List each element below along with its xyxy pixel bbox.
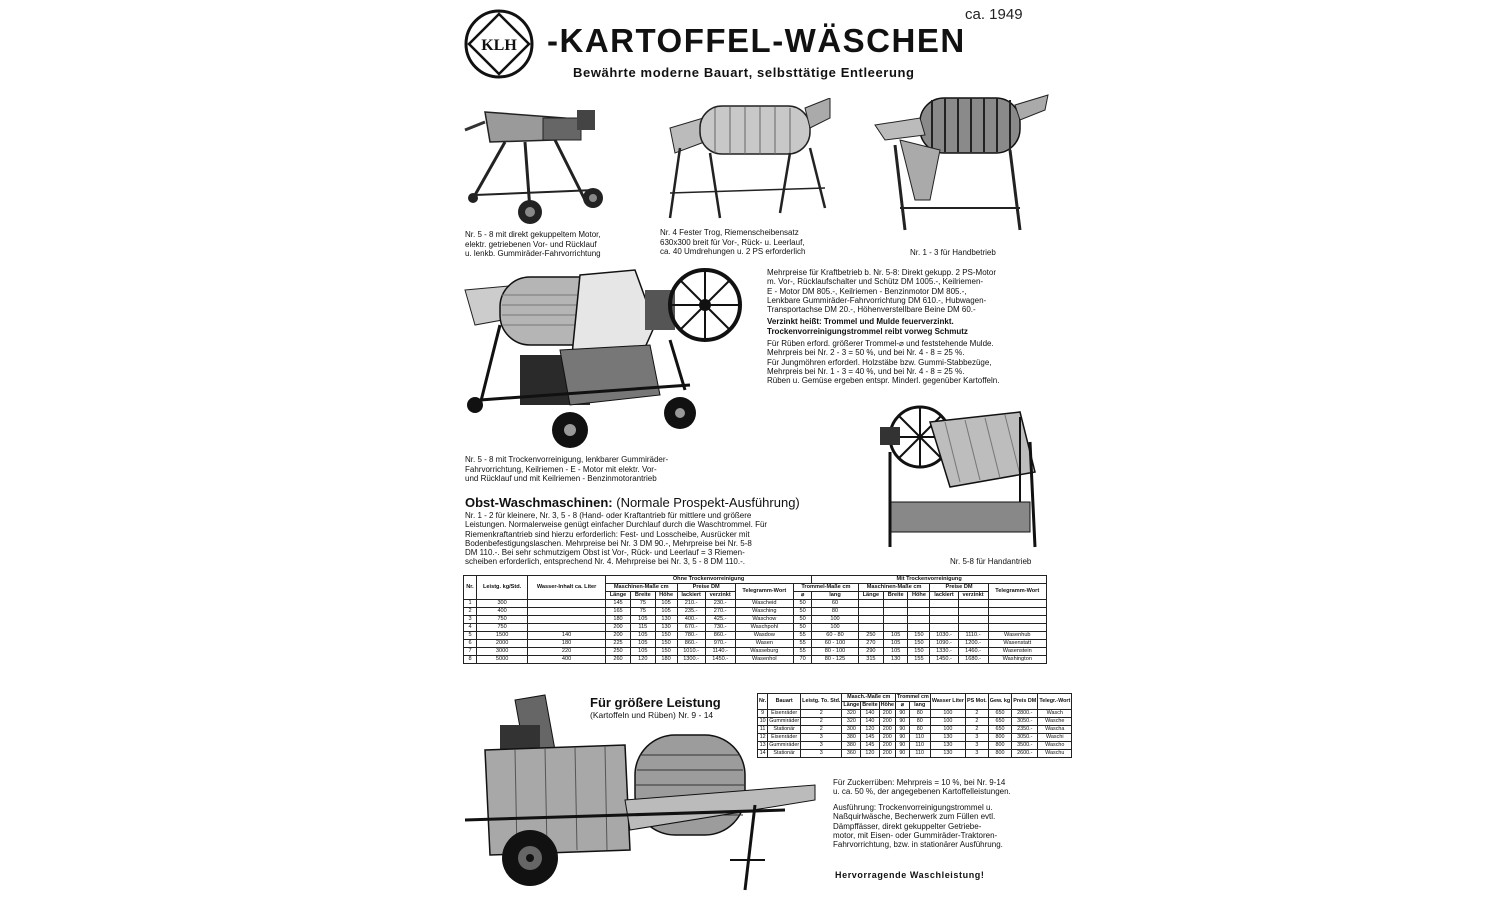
- table-header: lang: [909, 702, 930, 710]
- table-cell: 3: [965, 750, 988, 758]
- table-cell: 200: [605, 632, 630, 640]
- table-cell: 400.-: [677, 616, 705, 624]
- table-cell: 180: [655, 656, 677, 664]
- table-cell: 3: [801, 734, 842, 742]
- table-cell: 400: [477, 608, 528, 616]
- table-cell: 2: [464, 608, 477, 616]
- table-cell: 300: [842, 726, 861, 734]
- table-cell: Waschu: [1038, 750, 1072, 758]
- table-cell: 650: [988, 710, 1011, 718]
- table-cell: [930, 624, 958, 632]
- machine-photo-5: [870, 402, 1050, 552]
- page-subtitle: Bewährte moderne Bauart, selbsttätige Entleerung: [573, 65, 915, 80]
- table-header: Telegr.-Wort: [1038, 694, 1072, 710]
- table-cell: 750: [477, 616, 528, 624]
- table-cell: 105: [631, 640, 655, 648]
- table-cell: 55: [794, 632, 812, 640]
- table-cell: [908, 624, 930, 632]
- table-cell: [958, 608, 988, 616]
- mehrpreise-block: Mehrpreise für Kraftbetrieb b. Nr. 5-8: Direkt gekupp. 2 PS-Motor m. Vor-, Rücklaufschalter und Schütz DM 1005.-, Keilriemen- E - Motor DM 805.-, Keilriemen - Benzinmotor DM 805.-, Lenkbare Gummiräder-Fahrvorrichtung DM 610.-, Hubwagen- Transportachse DM 20.-, Höhenverstellbare Beine DM 60.- Verzinkt heißt: Trommel und Mulde feuerverzinkt. Trockenvorreinigungstrommel reibt vorweg Schmutz Für Rüben erford. größerer Trommel-⌀ und feststehende Mulde. Mehrpreis bei Nr. 2 - 3 = 50 %, und bei Nr. 4 - 8 = 25 %. Für Jungmöhren erforderl. Holzstäbe bzw. Gummi-Stabbezüge, Mehrpreis bei Nr. 1 - 3 = 40 %, und bei Nr. 4 - 8 = 25 %. Rüben u. Gemüse ergeben entspr. Minderl. gegenüber Kartoffeln.: [767, 268, 1052, 389]
- table-cell: 3: [801, 750, 842, 758]
- table-cell: 120: [631, 656, 655, 664]
- table-cell: 1140.-: [705, 648, 735, 656]
- obst-heading: Obst-Waschmaschinen: (Normale Prospekt-Ausführung): [465, 495, 800, 510]
- table-cell: 140: [861, 718, 879, 726]
- table-cell: 860.-: [705, 632, 735, 640]
- table-cell: 3: [965, 734, 988, 742]
- group-without: Ohne Trockenvorreinigung: [605, 576, 811, 584]
- table-row: [758, 726, 1072, 734]
- table-header: Höhe: [880, 702, 895, 708]
- table-cell: 70: [794, 656, 812, 664]
- table-cell: 225: [605, 640, 630, 648]
- table-cell: 145: [861, 742, 879, 750]
- table-cell: Waschi: [1038, 734, 1072, 742]
- table-row: [464, 608, 1047, 616]
- table-cell: 105: [884, 648, 908, 656]
- table-cell: 130: [655, 624, 677, 632]
- table-cell: 100: [812, 616, 859, 624]
- table-cell: 2: [801, 718, 842, 726]
- table-cell: 3000: [477, 648, 528, 656]
- table-cell: 6: [464, 640, 477, 648]
- table-cell: 200: [879, 734, 895, 742]
- page-title: -KARTOFFEL-WÄSCHEN: [547, 22, 966, 59]
- caption-3: Nr. 1 - 3 für Handbetrieb: [910, 248, 996, 257]
- machine-photo-1: [455, 100, 605, 228]
- machine-photo-2: [660, 98, 835, 223]
- table-header: Trommel cm: [897, 694, 929, 700]
- table-cell: 80: [909, 718, 930, 726]
- table-cell: 2: [965, 718, 988, 726]
- larger-capacity-heading: Für größere Leistung: [590, 695, 721, 710]
- table-cell: [528, 600, 606, 608]
- table-cell: 12: [758, 734, 768, 742]
- table-cell: 800: [988, 734, 1011, 742]
- table-cell: 200: [605, 624, 630, 632]
- table-cell: 130: [930, 750, 965, 758]
- table-cell: Wasenstatt: [988, 640, 1046, 648]
- table-cell: 14: [758, 750, 768, 758]
- table-cell: [858, 624, 883, 632]
- table-row: [464, 624, 1047, 632]
- table-cell: Wasch: [1038, 710, 1072, 718]
- table-cell: 80 - 125: [812, 656, 859, 664]
- table-cell: 1: [464, 600, 477, 608]
- table-cell: 140: [528, 632, 606, 640]
- table-cell: 210.-: [677, 600, 705, 608]
- table-cell: 730.-: [705, 624, 735, 632]
- table-cell: 130: [930, 734, 965, 742]
- table-cell: [930, 600, 958, 608]
- table-cell: 105: [631, 616, 655, 624]
- table-cell: 1110.-: [958, 632, 988, 640]
- table-cell: [958, 616, 988, 624]
- table-cell: [958, 600, 988, 608]
- table-row: [464, 648, 1047, 656]
- table-cell: 90: [896, 718, 910, 726]
- table-cell: [930, 616, 958, 624]
- table-cell: 2: [965, 726, 988, 734]
- table-cell: 1090.-: [930, 640, 958, 648]
- table-cell: Gummiräder: [769, 742, 800, 748]
- table-cell: 7: [464, 648, 477, 656]
- table-cell: 800: [988, 750, 1011, 758]
- table-cell: Wascho: [1038, 742, 1072, 750]
- table-cell: 3: [965, 742, 988, 750]
- table-cell: Wasche: [1038, 718, 1072, 726]
- table-cell: 11: [758, 726, 768, 734]
- machine-photo-3: [870, 90, 1050, 235]
- table-cell: 200: [879, 750, 895, 758]
- table-cell: 75: [631, 608, 655, 616]
- table-cell: [528, 608, 606, 616]
- table-cell: 270.-: [705, 608, 735, 616]
- table-row: [464, 656, 1047, 664]
- table-cell: 400: [528, 656, 606, 664]
- table-cell: 1450.-: [705, 656, 735, 664]
- table-cell: 180: [605, 616, 630, 624]
- year-note: ca. 1949: [965, 6, 1023, 23]
- table-cell: 110: [909, 750, 930, 758]
- obst-text: Nr. 1 - 2 für kleinere, Nr. 3, 5 - 8 (Hand- oder Kraftantrieb für mittlere und größere Leistungen. Normalerweise genügt einfacher Durchlauf durch die Waschtrommel. Für Riemenkraftantrieb sind hierzu erforderlich: Fest- und Losscheibe, Ausrücker mit Bodenbefestigungslaschen. Mehrpreise bei Nr. 3 DM 90.-, Mehrpreise bei Nr. 5-8 DM 110.-. Bei sehr schmutzigem Obst ist Vor-, Rück- und Leerlauf = 3 Riemen- scheiben erforderlich, entsprechend Nr. 4. Mehrpreise bei Nr. 3, 5 - 8 DM 110.-.: [465, 511, 768, 567]
- table-cell: [908, 608, 930, 616]
- machine-photo-4: [460, 265, 750, 455]
- table-header: Länge: [843, 702, 860, 708]
- main-spec-table: Nr. Leistg. kg/Std. Wasser-Inhalt ca. Liter Ohne Trockenvorreinigung Mit Trockenvorreinigung Maschinen-Maße cm Preise DM Telegramm-Wort Trommel-Maße cm Maschinen-Maße cm Preise DM Telegramm-Wort Länge Breite Höhe lackiert verzinkt ⌀ lang Länge Breite Höhe lackiert verzinkt 1 300 145 75 105 210.- 230.- Wascheid 50 60 2 400 165 75 105 235.- 270.- Wasching 50 80 3 750 180 105 130 400.- 425.- Waschow 50 100 4 750 200 115 130 670.- 730.- Waschpohl 50 100 5 1500 140 200 105 150 780.- 860.- Wasdow 55 60 - 80 250 105 150 1030.- 1110.- Wasenhub 6 2000 180 225 105 150 860.- 970.- Wasen 55 60 - 100 270 105 150 1090.- 1200.- Wasenstatt 7 3000 220 250 105 150 1010.- 1140.- Wasseburg 55 80 - 100 290 105 150 1330.- 1460.- Wasenstein 8 5000 400 260 120 180 1300.- 1450.- Wasenhol 70 80 - 125 315 130 155 1450.- 1680.- Washington: [463, 575, 1047, 664]
- table-cell: Stationär: [768, 750, 801, 758]
- verzinkt-note: Verzinkt heißt: Trommel und Mulde feuerverzinkt. Trockenvorreinigungstrommel reibt vorweg Schmutz: [767, 317, 968, 336]
- table-cell: 270: [858, 640, 883, 648]
- table-cell: 200: [879, 742, 895, 750]
- table-cell: [930, 608, 958, 616]
- table-cell: 1010.-: [677, 648, 705, 656]
- table-cell: 320: [842, 710, 861, 718]
- table-cell: 4: [464, 624, 477, 632]
- table-cell: 80: [909, 710, 930, 718]
- larger-capacity-heading-block: [590, 695, 721, 720]
- table-row: [758, 718, 1072, 726]
- table-cell: 165: [605, 608, 630, 616]
- table-cell: 105: [884, 632, 908, 640]
- table-header: Bauart: [768, 694, 801, 710]
- table-cell: 2600.-: [1012, 750, 1038, 758]
- table-cell: Waschow: [735, 616, 793, 624]
- table-cell: 2350.-: [1012, 726, 1038, 734]
- table-cell: 105: [631, 632, 655, 640]
- table-cell: 260: [605, 656, 630, 664]
- table-cell: 105: [655, 608, 677, 616]
- table-row: [464, 600, 1047, 608]
- table-cell: 5000: [477, 656, 528, 664]
- larger-capacity-sub: (Kartoffeln und Rüben) Nr. 9 - 14: [590, 710, 714, 720]
- table-header: Leistg. To. Std.: [801, 694, 842, 710]
- table-cell: 230.-: [705, 600, 735, 608]
- table-cell: 2: [801, 710, 842, 718]
- table-cell: 3500.-: [1012, 742, 1038, 750]
- table-cell: 100: [930, 718, 965, 726]
- table-cell: 80 - 100: [812, 648, 859, 656]
- table-cell: Wasseburg: [735, 648, 793, 656]
- table-cell: 60 - 100: [812, 640, 859, 648]
- table-cell: 55: [794, 640, 812, 648]
- table-header: Wasser Liter: [930, 694, 965, 710]
- table-row: [464, 616, 1047, 624]
- table-cell: Wasenstein: [988, 648, 1046, 656]
- table-cell: 50: [794, 600, 812, 608]
- table-cell: Eisenräder: [768, 734, 801, 742]
- table-cell: 750: [477, 624, 528, 632]
- table-cell: 425.-: [705, 616, 735, 624]
- table-header: Preis DM: [1012, 694, 1038, 710]
- table-cell: [988, 600, 1046, 608]
- table-cell: 300: [477, 600, 528, 608]
- table-cell: Wascha: [1038, 726, 1072, 734]
- table-cell: [908, 616, 930, 624]
- table-cell: 2000: [477, 640, 528, 648]
- table-header: ⌀: [896, 702, 910, 710]
- table-cell: 50: [794, 608, 812, 616]
- table-cell: 860.-: [677, 640, 705, 648]
- table-cell: 9: [758, 710, 768, 718]
- caption-2: Nr. 4 Fester Trog, Riemenscheibensatz 630x300 breit für Vor-, Rück- u. Leerlauf, ca. 40 Umdrehungen u. 2 PS erforderlich: [660, 228, 806, 256]
- table-cell: 650: [988, 726, 1011, 734]
- table-cell: 5: [464, 632, 477, 640]
- table-cell: [858, 600, 883, 608]
- table-row: [758, 710, 1072, 718]
- table-cell: 3050.-: [1012, 734, 1038, 742]
- table-cell: 80: [909, 726, 930, 734]
- table-cell: 315: [858, 656, 883, 664]
- table-cell: Washington: [988, 656, 1046, 664]
- table-cell: 1500: [477, 632, 528, 640]
- table-cell: Stationär: [768, 726, 801, 734]
- table-cell: 150: [908, 640, 930, 648]
- table-cell: 3050.-: [1012, 718, 1038, 726]
- table-cell: 10: [758, 718, 768, 726]
- table-cell: 180: [528, 640, 606, 648]
- table-cell: 1300.-: [677, 656, 705, 664]
- table-cell: 50: [794, 616, 812, 624]
- table-cell: 110: [909, 742, 930, 750]
- table-cell: [988, 608, 1046, 616]
- table-cell: [884, 624, 908, 632]
- table-cell: 150: [655, 640, 677, 648]
- table-cell: 2: [801, 726, 842, 734]
- table-cell: 105: [884, 640, 908, 648]
- table-header: Breite: [862, 702, 878, 708]
- table-cell: Wasdow: [735, 632, 793, 640]
- table-cell: 145: [861, 734, 879, 742]
- table-cell: 80: [812, 608, 859, 616]
- table-cell: 780.-: [677, 632, 705, 640]
- table-cell: 360: [842, 750, 861, 758]
- table-cell: 800: [988, 742, 1011, 750]
- zuckerrueben-note: Für Zuckerrüben: Mehrpreis = 10 %, bei Nr. 9-14 u. ca. 50 %, der angegebenen Kartoffelleistungen.: [833, 778, 1011, 797]
- table-header: PS Mot.: [965, 694, 988, 710]
- table-cell: 1330.-: [930, 648, 958, 656]
- table-cell: 250: [605, 648, 630, 656]
- table-header-row: [758, 694, 1072, 702]
- table-cell: Wascheid: [735, 600, 793, 608]
- table-row: [464, 640, 1047, 648]
- table-header: Gew. kg: [988, 694, 1011, 710]
- rueben-note: Für Rüben erford. größerer Trommel-⌀ und feststehende Mulde. Mehrpreis bei Nr. 2 - 3 = 50 %, und bei Nr. 4 - 8 = 25 %. Für Jungmöhren erforderl. Holzstäbe bzw. Gummi-Stabbezüge, Mehrpreis bei Nr. 1 - 3 = 40 %, und bei Nr. 4 - 8 = 25 %. Rüben u. Gemüse ergeben entspr. Minderl. gegenüber Kartoffeln.: [767, 339, 1000, 386]
- table-cell: 130: [655, 616, 677, 624]
- table-cell: [528, 624, 606, 632]
- table-cell: 320: [842, 718, 861, 726]
- ausfuehrung-block: Ausführung: Trockenvorreinigungstrommel u. Naßquirlwäsche, Becherwerk zum Füllen evtl. Dämpffässer, direkt gekuppelter Getriebe- motor, mit Eisen- oder Gummiräder-Traktoren- Fahrvorrichtung, bzw. in stationärer Ausführung.: [833, 803, 1003, 850]
- table-cell: [988, 624, 1046, 632]
- table-cell: 3: [464, 616, 477, 624]
- table-cell: [958, 624, 988, 632]
- table-cell: 120: [861, 726, 879, 734]
- caption-1: Nr. 5 - 8 mit direkt gekuppeltem Motor, elektr. getriebenen Vor- und Rücklauf u. lenkb. Gummiräder-Fahrvorrichtung: [465, 230, 601, 258]
- table-row: [758, 750, 1072, 758]
- table-cell: 115: [631, 624, 655, 632]
- table-cell: 140: [861, 710, 879, 718]
- table-cell: 200: [879, 710, 895, 718]
- table-row: [758, 742, 1072, 750]
- klh-logo: [463, 8, 535, 80]
- table-cell: 650: [988, 718, 1011, 726]
- table-cell: 290: [858, 648, 883, 656]
- group-with: Mit Trockenvorreinigung: [812, 576, 1047, 584]
- table-cell: 380: [842, 734, 861, 742]
- table-cell: [884, 608, 908, 616]
- table-cell: 1200.-: [958, 640, 988, 648]
- table-cell: 13: [758, 742, 768, 750]
- table-cell: Wasenhub: [988, 632, 1046, 640]
- table-cell: 145: [605, 600, 630, 608]
- table-cell: 60: [812, 600, 859, 608]
- table-cell: 1460.-: [958, 648, 988, 656]
- table-cell: 90: [896, 742, 910, 750]
- table-header: Masch.-Maße cm: [842, 694, 896, 702]
- svg-text:KLH: KLH: [481, 37, 517, 54]
- table-cell: 150: [655, 632, 677, 640]
- closing-slogan: Hervorragende Waschleistung!: [835, 870, 985, 880]
- table-cell: 150: [655, 648, 677, 656]
- table-cell: [908, 600, 930, 608]
- table-cell: 100: [930, 726, 965, 734]
- table-cell: [858, 608, 883, 616]
- table-cell: 1680.-: [958, 656, 988, 664]
- table-cell: 2: [965, 710, 988, 718]
- table-cell: 970.-: [705, 640, 735, 648]
- table-cell: Waschpohl: [735, 624, 793, 632]
- table-cell: 200: [879, 718, 895, 726]
- table-cell: [988, 616, 1046, 624]
- table-cell: 2800.-: [1012, 710, 1038, 718]
- table-cell: 60 - 80: [812, 632, 859, 640]
- table-cell: 130: [884, 656, 908, 664]
- table-cell: 8: [464, 656, 477, 664]
- table-cell: 380: [842, 742, 861, 750]
- large-machine-table: [757, 693, 1072, 758]
- table-cell: 90: [896, 710, 910, 718]
- table-cell: Wasen: [735, 640, 793, 648]
- table-cell: 155: [908, 656, 930, 664]
- table-cell: [884, 600, 908, 608]
- table-cell: 55: [794, 648, 812, 656]
- table-header: Nr.: [758, 694, 768, 710]
- table-cell: 200: [879, 726, 895, 734]
- table-cell: 100: [812, 624, 859, 632]
- table-cell: 110: [909, 734, 930, 742]
- table-cell: 130: [930, 742, 965, 750]
- table-cell: 250: [858, 632, 883, 640]
- table-row: [464, 632, 1047, 640]
- table-cell: 105: [655, 600, 677, 608]
- table-cell: Eisenräder: [768, 710, 801, 718]
- table-cell: 220: [528, 648, 606, 656]
- table-cell: 90: [896, 734, 910, 742]
- table-cell: 150: [908, 632, 930, 640]
- table-row: [758, 734, 1072, 742]
- table-cell: 90: [896, 726, 910, 734]
- caption-4: Nr. 5 - 8 mit Trockenvorreinigung, lenkbarer Gummiräder- Fahrvorrichtung, Keilriemen - E - Motor mit elektr. Vor- und Rücklauf und mit Keilriemen - Benzinmotorantrieb: [465, 455, 669, 483]
- table-cell: [528, 616, 606, 624]
- table-cell: 120: [861, 750, 879, 758]
- table-cell: Gummiräder: [769, 718, 800, 724]
- table-cell: Wasching: [735, 608, 793, 616]
- table-cell: 1030.-: [930, 632, 958, 640]
- table-cell: 235.-: [677, 608, 705, 616]
- table-cell: 150: [908, 648, 930, 656]
- obst-section: [465, 495, 865, 567]
- table-cell: 50: [794, 624, 812, 632]
- brochure-page: [455, 0, 1071, 900]
- table-cell: [858, 616, 883, 624]
- table-cell: [884, 616, 908, 624]
- table-cell: 3: [801, 742, 842, 750]
- table-cell: 105: [631, 648, 655, 656]
- table-cell: 100: [930, 710, 965, 718]
- caption-5: Nr. 5-8 für Handantrieb: [950, 557, 1032, 566]
- table-cell: 75: [631, 600, 655, 608]
- table-cell: 1450.-: [930, 656, 958, 664]
- table-cell: 90: [896, 750, 910, 758]
- table-cell: 670.-: [677, 624, 705, 632]
- table-cell: Wasenhol: [735, 656, 793, 664]
